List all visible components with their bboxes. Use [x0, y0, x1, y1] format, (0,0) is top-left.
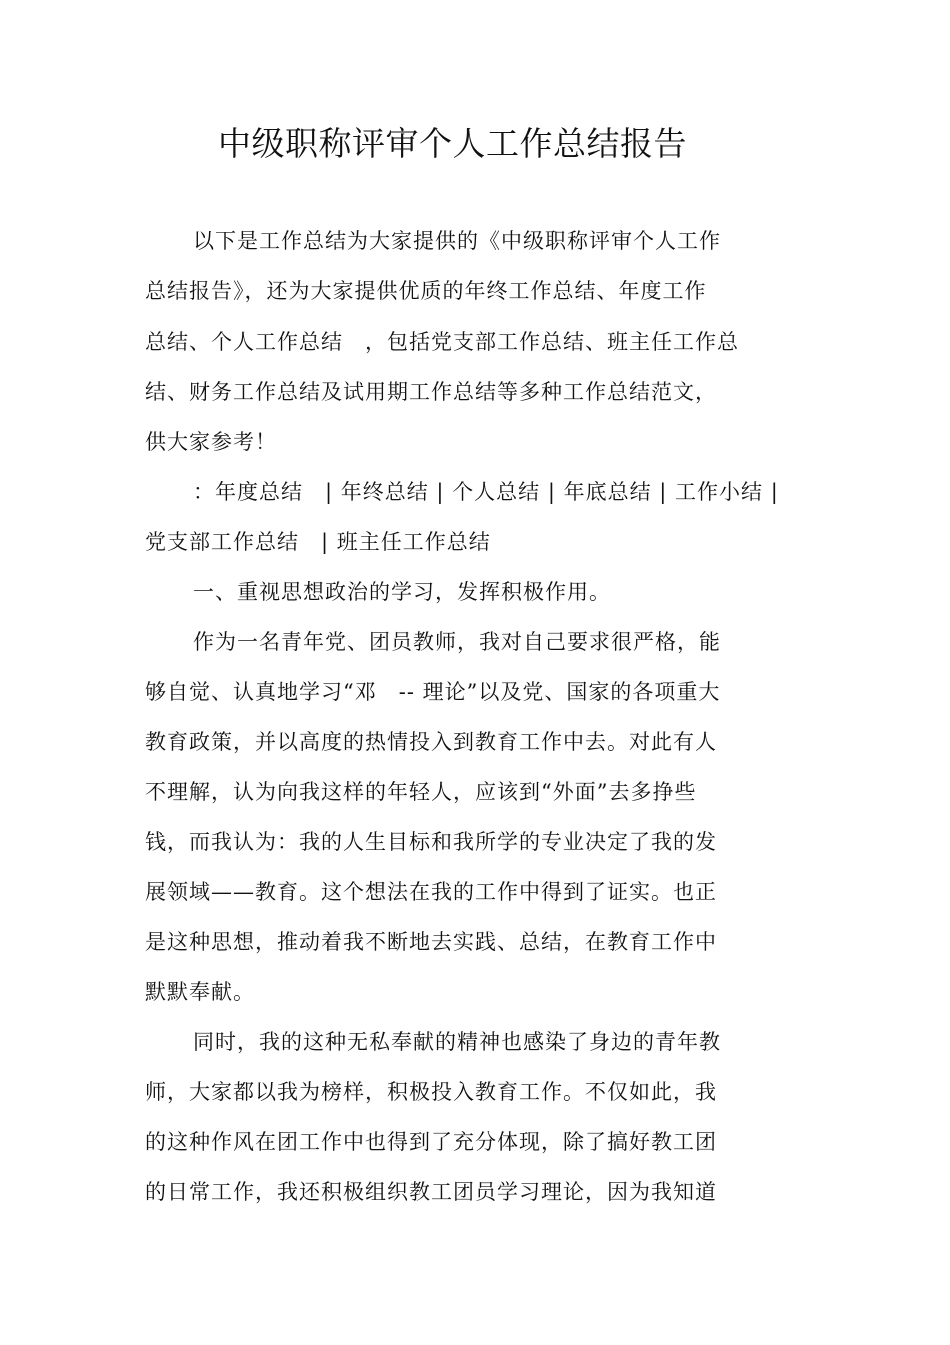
text-line: 以下是工作总结为大家提供的《中级职称评审个人工作 [193, 229, 721, 253]
text-line: 供大家参考！ [145, 430, 277, 454]
text-line: 总结报告》，还为大家提供优质的年终工作总结、年度工作 [145, 279, 707, 303]
text-line: 作为一名青年党、团员教师，我对自己要求很严格，能 [193, 630, 721, 654]
text-line: 展领域——教育。这个想法在我的工作中得到了证实。也正 [145, 880, 717, 904]
text-line: 总结、个人工作总结 ，包括党支部工作总结、班主任工作总 [145, 330, 739, 354]
text-line: 默默奉献。 [145, 980, 255, 1004]
text-line: 结、财务工作总结及试用期工作总结等多种工作总结范文， [145, 380, 717, 404]
text-line: 钱，而我认为：我的人生目标和我所学的专业决定了我的发 [145, 830, 717, 854]
text-line: 师，大家都以我为榜样，积极投入教育工作。不仅如此，我 [145, 1080, 717, 1104]
text-line: 同时，我的这种无私奉献的精神也感染了身边的青年教 [193, 1030, 721, 1054]
text-line: 的日常工作，我还积极组织教工团员学习理论，因为我知道 [145, 1180, 717, 1204]
text-line: 不理解，认为向我这样的年轻人，应该到“外面”去多挣些 [145, 780, 697, 804]
tag-line: 党支部工作总结 | 班主任工作总结 [145, 530, 491, 554]
text-line: 的这种作风在团工作中也得到了充分体现，除了搞好教工团 [145, 1130, 717, 1154]
text-line: 是这种思想，推动着我不断地去实践、总结，在教育工作中 [145, 930, 717, 954]
text-line: 教育政策，并以高度的热情投入到教育工作中去。对此有人 [145, 730, 717, 754]
section-heading: 一、重视思想政治的学习，发挥积极作用。 [193, 580, 611, 604]
document-title: 中级职称评审个人工作总结报告 [218, 124, 687, 163]
text-line: 够自觉、认真地学习“邓 -- 理论”以及党、国家的各项重大 [145, 680, 721, 704]
tag-line: ：年度总结 | 年终总结 | 个人总结 | 年底总结 | 工作小结 | [193, 480, 779, 504]
